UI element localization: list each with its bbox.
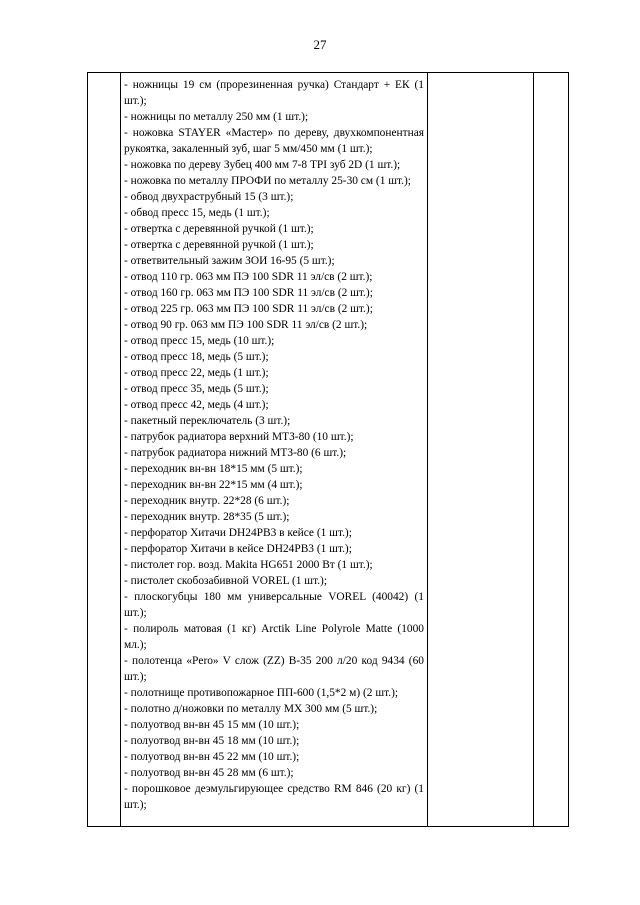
page-number: 27: [313, 37, 327, 52]
list-item: - полуотвод вн-вн 45 28 мм (6 шт.);: [124, 767, 294, 779]
list-item: - патрубок радиатора нижний МТЗ-80 (6 шт.);: [124, 447, 347, 459]
list-item: - порошковое деэмульгирующее средство RM 846 (20 кг) (1 шт.);: [124, 783, 424, 811]
list-item: - полуотвод вн-вн 45 15 мм (10 шт.);: [124, 719, 300, 731]
list-item: - ножницы по металлу 250 мм (1 шт.);: [124, 111, 309, 123]
list-item: - отвод пресс 35, медь (5 шт.);: [124, 383, 269, 395]
list-item: - полуотвод вн-вн 45 22 мм (10 шт.);: [124, 751, 300, 763]
list-item: - ножовка STAYER «Мастер» по дереву, двухкомпонентная рукоятка, закаленный зуб, шаг 5 мм/450 мм (1 шт.);: [124, 127, 424, 155]
list-item: - переходник внутр. 22*28 (6 шт.);: [124, 495, 290, 507]
list-item: - переходник внутр. 28*35 (5 шт.);: [124, 511, 290, 523]
list-item: - отвод 160 гр. 063 мм ПЭ 100 SDR 11 эл/св (2 шт.);: [124, 287, 373, 299]
list-item: - отвод пресс 18, медь (5 шт.);: [124, 351, 269, 363]
list-item: - перфоратор Хитачи в кейсе DH24PB3 (1 шт.);: [124, 543, 352, 555]
list-item: - отвод пресс 15, медь (10 шт.);: [124, 335, 275, 347]
list-item: - полуотвод вн-вн 45 18 мм (10 шт.);: [124, 735, 300, 747]
list-item: - полотнище противопожарное ПП-600 (1,5*2 м) (2 шт.);: [124, 687, 399, 699]
table-column-divider: [533, 73, 534, 826]
list-item: - переходник вн-вн 18*15 мм (5 шт.);: [124, 463, 303, 475]
list-item: - патрубок радиатора верхний МТЗ-80 (10 шт.);: [124, 431, 354, 443]
list-item: - пистолет гор. возд. Makita HG651 2000 Вт (1 шт.);: [124, 559, 373, 571]
list-item: - отвертка с деревянной ручкой (1 шт.);: [124, 223, 314, 235]
table-column-divider: [427, 73, 428, 826]
list-item: - отвод 225 гр. 063 мм ПЭ 100 SDR 11 эл/св (2 шт.);: [124, 303, 373, 315]
list-item: - ножовка по металлу ПРОФИ по металлу 25-30 см (1 шт.);: [124, 175, 411, 187]
list-item: - отвод 90 гр. 063 мм ПЭ 100 SDR 11 эл/св (2 шт.);: [124, 319, 368, 331]
list-item: - обвод двухраструбный 15 (3 шт.);: [124, 191, 294, 203]
list-item: - полотенца «Pero» V слож (ZZ) B-35 200 л/20 код 9434 (60 шт.);: [124, 655, 424, 683]
list-item: - переходник вн-вн 22*15 мм (4 шт.);: [124, 479, 303, 491]
table-column-divider: [120, 73, 121, 826]
items-table: [87, 72, 569, 827]
list-item: - отвертка с деревянной ручкой (1 шт.);: [124, 239, 314, 251]
list-item: - отвод пресс 22, медь (1 шт.);: [124, 367, 269, 379]
list-item: - пакетный переключатель (3 шт.);: [124, 415, 291, 427]
list-item: - пистолет скобозабивной VOREL (1 шт.);: [124, 575, 328, 587]
list-item: - полотно д/ножовки по металлу МХ 300 мм (5 шт.);: [124, 703, 378, 715]
list-item: - отвод 110 гр. 063 мм ПЭ 100 SDR 11 эл/св (2 шт.);: [124, 271, 373, 283]
items-list-cell: [124, 77, 424, 813]
list-item: - полироль матовая (1 кг) Arctik Line Polyrole Matte (1000 мл.);: [124, 623, 424, 651]
list-item: - ножовка по дереву Зубец 400 мм 7-8 TPI зуб 2D (1 шт.);: [124, 159, 401, 171]
list-item: - ответвительный зажим ЗОИ 16-95 (5 шт.);: [124, 255, 335, 267]
list-item: - перфоратор Хитачи DH24PB3 в кейсе (1 шт.);: [124, 527, 352, 539]
list-item: - плоскогубцы 180 мм универсальные VOREL (40042) (1 шт.);: [124, 591, 424, 619]
list-item: - обвод пресс 15, медь (1 шт.);: [124, 207, 270, 219]
list-item: - ножницы 19 см (прорезиненная ручка) Стандарт + ЕК (1 шт.);: [124, 79, 424, 107]
list-item: - отвод пресс 42, медь (4 шт.);: [124, 399, 269, 411]
